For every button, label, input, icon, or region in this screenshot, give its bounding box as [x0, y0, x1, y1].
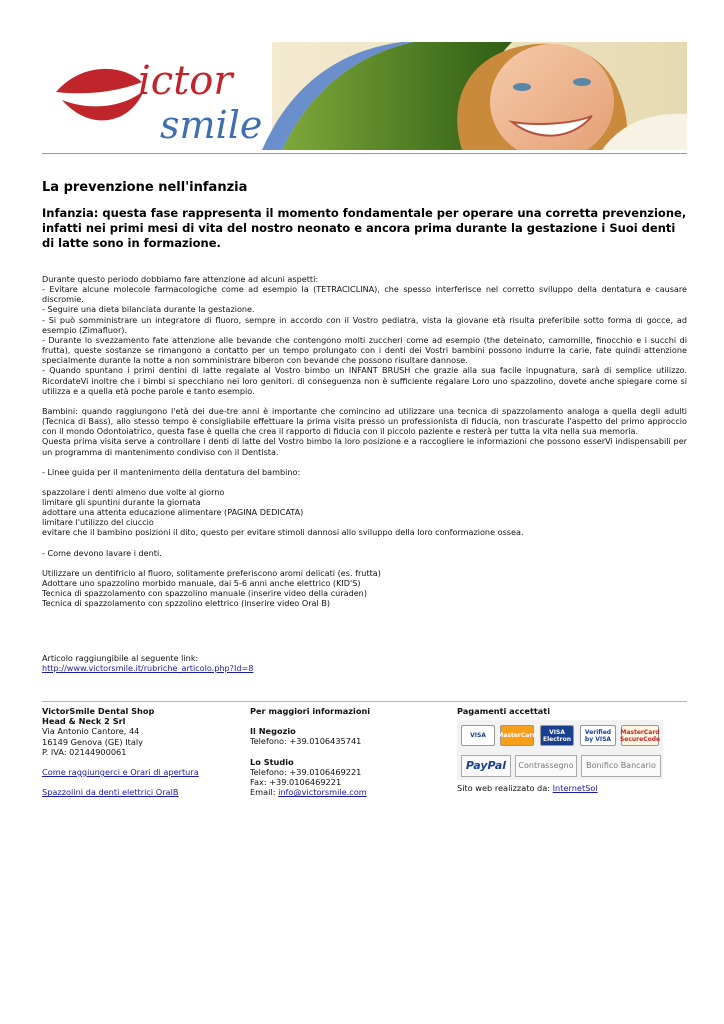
- paragraph: - Quando spuntano i primi dentini di latte regalate al Vostro bimbo un INFANT BRUSH che grazie alla sua facile inpugnatura, sarà di semplice utilizzo. RicordateVi inoltre che i bimbi si specchiano nei loro genitori. di conseguenza non è sufficiente regalare Loro uno spazzolino, dovete anche spiegare come si utilizza e a quella età poche parole e tanto esempio.: [42, 365, 687, 396]
- bonifico-icon: Bonifico Bancario: [581, 755, 661, 777]
- directions-link[interactable]: Come raggiungerci e Orari di apertura: [42, 767, 199, 778]
- paragraph: - Linee guida per il mantenimento della dentatura del bambino:: [42, 466, 301, 477]
- contrassegno-icon: Contrassegno: [515, 755, 577, 777]
- site-credit: [457, 783, 687, 793]
- verified-by-visa-icon: Verified by VISA: [580, 725, 616, 746]
- logo-text-smile: smile: [160, 103, 263, 147]
- banner-divider: [42, 153, 687, 154]
- list-item: limitare l'utilizzo del ciuccio: [42, 517, 154, 528]
- address-line: Via Antonio Cantore, 44: [42, 726, 140, 737]
- paragraph: Bambini: quando raggiungono l'età dei due-tre anni è importante che comincino ad utilizzare una tecnica di spazzolamento analoga a quella degli adulti (Tecnica di Bass), allo stesso tempo è consigliabile effettuare la prima visita presso un professionista di fiducia, non trascurate l'aspetto del primo approccio con il mondo Odontoiatrico, questa fase è quella che crea il rapporto di fiducia con il piccolo paziente e resterà per tutta la vita nella sua memoria.: [42, 405, 687, 437]
- credit-link[interactable]: InternetSol: [552, 783, 598, 794]
- banner-graphic: [42, 42, 687, 150]
- article-link[interactable]: http://www.victorsmile.it/rubriche_articolo.php?Id=8: [42, 663, 254, 674]
- shop-phone: Telefono: +39.0106435741: [250, 736, 362, 747]
- list-item: Tecnica di spazzolamento con spzzolino elettrico (inserire video Oral B): [42, 598, 331, 609]
- header-banner: [42, 42, 687, 150]
- footer-divider: [42, 701, 687, 702]
- email-line: [250, 787, 450, 797]
- shop-name: VictorSmile Dental Shop: [42, 706, 155, 716]
- footer-shop-column: [42, 706, 242, 797]
- list-item: Adottare uno spazzolino morbido manuale, dai 5-6 anni anche elettrico (KID'S): [42, 577, 361, 588]
- payments-heading: Pagamenti accettati: [457, 706, 551, 716]
- footer-info-column: [250, 706, 450, 797]
- studio-fax: Fax: +39.0106469221: [250, 777, 342, 788]
- list-item: adottare una attenta educazione alimentare (PAGINA DEDICATA): [42, 507, 304, 518]
- paragraph: - Durante lo svezzamento fate attenzione alle bevande che contengono molti zuccheri come ad esempio (the deteinato, camomille, finocchio e i succhi di frutta), queste sostanze se rimangono a contatto per un tempo prolungato con i denti dei Vostri bambini possono indurre la carie, fate quindi attenzione specialmente durante la notte a non somministrare biberon con bevande che possono risultare dannose.: [42, 334, 687, 366]
- paragraph: Durante questo periodo dobbiamo fare attenzione ad alcuni aspetti:: [42, 274, 319, 284]
- paragraph: Questa prima visita serve a controllare i denti di latte del Vostro bimbo la loro posizione e a raccogliere le informazioni che possono esserVi indispensabili per un programma di mantenimento condiviso con il Dentista.: [42, 436, 687, 457]
- payment-logos: [457, 720, 663, 780]
- credit-label: Sito web realizzato da:: [457, 783, 553, 794]
- list-item: Tecnica di spazzolamento con spazzolino manuale (inserire video della curaden): [42, 588, 367, 599]
- vat-number: P. IVA: 02144900061: [42, 746, 127, 757]
- info-heading: Per maggiori informazioni: [250, 706, 371, 716]
- company-name: Head & Neck 2 Srl: [42, 716, 126, 727]
- paypal-icon: PayPal: [461, 755, 511, 777]
- shop-heading: Il Negozio: [250, 726, 296, 737]
- list-item: Utilizzare un dentifricio al fluoro, solitamente preferiscono aromi delicati (es. frutta): [42, 567, 381, 578]
- email-label: Email:: [250, 787, 279, 798]
- mastercard-icon: MasterCard: [500, 725, 534, 746]
- paragraph: - Come devono lavare i denti.: [42, 547, 162, 558]
- article-title: La prevenzione nell'infanzia: [42, 180, 248, 195]
- oralb-link[interactable]: Spazzolini da denti elettrici OralB: [42, 787, 179, 798]
- paragraph: - Evitare alcune molecole farmacologiche come ad esempio la (TETRACICLINA), che spesso interferisce nel corretto sviluppo della dentatura e causare discromie.: [42, 284, 687, 305]
- list-item: evitare che il bambino posizioni il dito, questo per evitare stimoli dannosi allo sviluppo della loro conformazione ossea.: [42, 527, 524, 538]
- footer-payments-column: [457, 706, 687, 793]
- logo-text-victor: ictor: [138, 58, 233, 104]
- email-link[interactable]: info@victorsmile.com: [278, 787, 367, 798]
- studio-phone: Telefono: +39.0106469221: [250, 766, 362, 777]
- mastercard-securecode-icon: MasterCard SecureCode: [621, 725, 659, 746]
- address-line: 16149 Genova (GE) Italy: [42, 736, 143, 747]
- article-link-block: [42, 653, 253, 673]
- visa-icon: VISA: [461, 725, 495, 746]
- article-body: [42, 274, 687, 608]
- article-link-intro: Articolo raggiungibile al seguente link:: [42, 653, 199, 663]
- article-subtitle: Infanzia: questa fase rappresenta il momento fondamentale per operare una corretta prevenzione, infatti nei primi mesi di vita del nostro neonato e ancora prima durante la gestazione i Suoi denti di latte sono in formazione.: [42, 206, 687, 250]
- paragraph: - Seguire una dieta bilanciata durante la gestazione.: [42, 304, 255, 315]
- studio-heading: Lo Studio: [250, 756, 294, 767]
- list-item: limitare gli spuntini durante la giornata: [42, 496, 201, 507]
- visa-electron-icon: VISA Electron: [540, 725, 574, 746]
- list-item: spazzolare i denti almeno due volte al giorno: [42, 486, 225, 497]
- paragraph: - Si può somministrare un integratore di fluoro, sempre in accordo con il Vostro pediatra, vista la giovane età risulta preferibile sotto forma di gocce, ad esempio (Zimafluor).: [42, 314, 687, 335]
